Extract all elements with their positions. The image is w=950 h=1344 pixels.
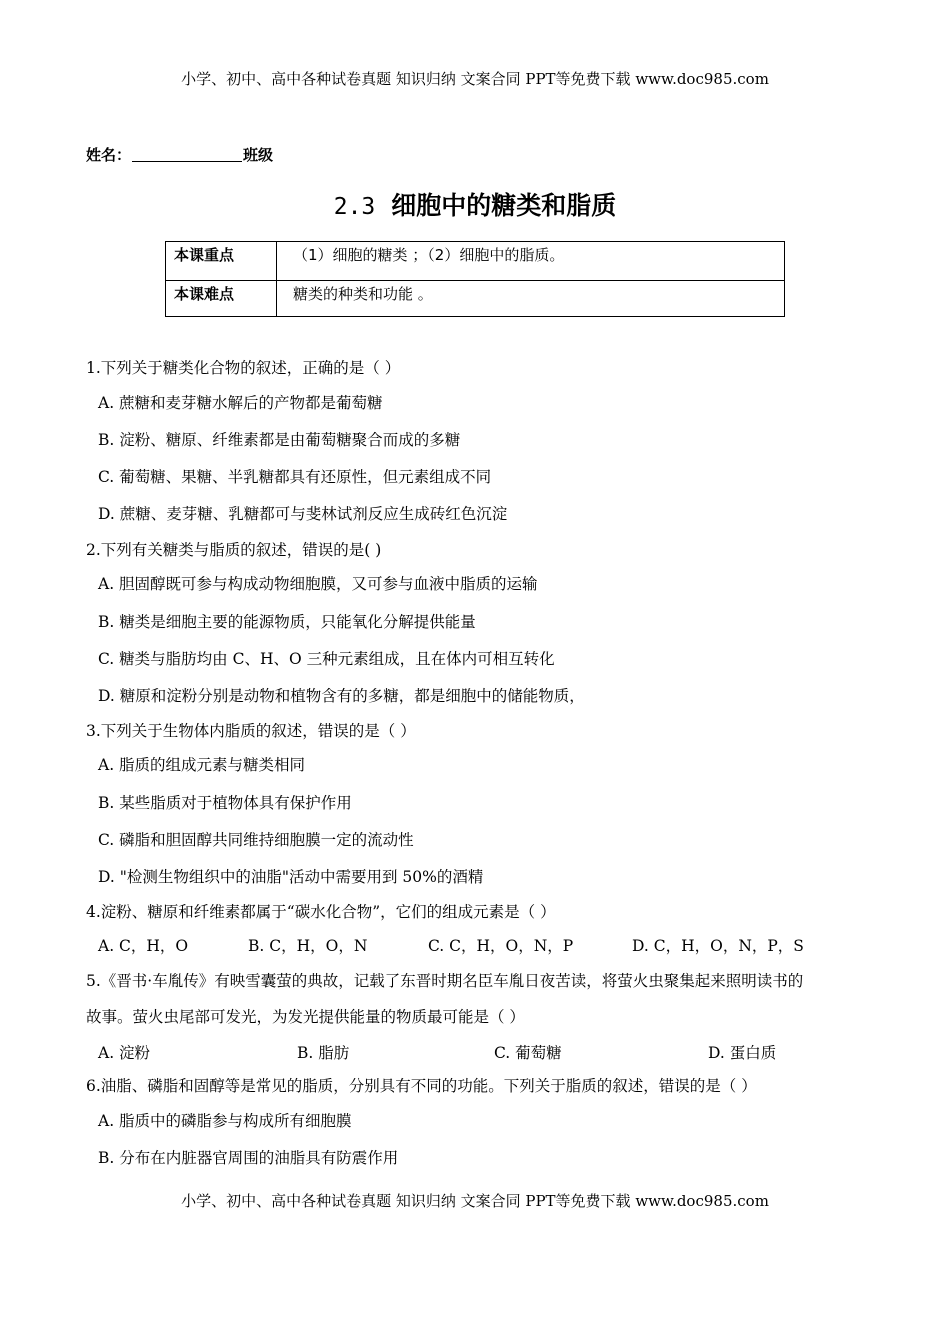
class-label: 班级	[243, 146, 274, 164]
question-2-option-a: A. 胆固醇既可参与构成动物细胞膜，又可参与血液中脂质的运输	[98, 575, 538, 593]
question-1-option-d: D. 蔗糖、麦芽糖、乳糖都可与斐林试剂反应生成砖红色沉淀	[98, 505, 508, 523]
question-5-option-c: C. 葡萄糖	[494, 1044, 562, 1062]
lesson-number: 2.3	[333, 194, 376, 220]
info-key: 本课重点	[166, 242, 277, 281]
question-5-option-d: D. 蛋白质	[708, 1044, 777, 1062]
question-5-stem: 5.《晋书·车胤传》有映雪囊萤的典故，记载了东晋时期名臣车胤日夜苦读，将萤火虫聚集起来照明读书的	[86, 972, 804, 990]
lesson-title	[0, 186, 950, 222]
question-4-option-b: B. C，H，O，N	[248, 937, 368, 955]
student-info-row	[86, 144, 273, 165]
question-6-option-b: B. 分布在内脏器官周围的油脂具有防震作用	[98, 1149, 399, 1167]
page-header: 小学、初中、高中各种试卷真题 知识归纳 文案合同 PPT等免费下载 www.doc985.com	[181, 70, 769, 88]
question-5-stem-continued: 故事。萤火虫尾部可发光，为发光提供能量的物质最可能是（ ）	[86, 1008, 525, 1026]
question-6-stem: 6.油脂、磷脂和固醇等是常见的脂质，分别具有不同的功能。下列关于脂质的叙述，错误的是（ ）	[86, 1077, 757, 1095]
name-label: 姓名：	[86, 146, 132, 164]
lesson-info-table	[165, 241, 785, 317]
lesson-title-text: 细胞中的糖类和脂质	[391, 191, 617, 220]
question-4-stem: 4.淀粉、糖原和纤维素都属于“碳水化合物”，它们的组成元素是（ ）	[86, 903, 556, 921]
question-6-option-a: A. 脂质中的磷脂参与构成所有细胞膜	[98, 1112, 352, 1130]
info-row-focus	[166, 242, 785, 281]
question-4-option-c: C. C，H，O，N，P	[428, 937, 574, 955]
question-2-stem: 2.下列有关糖类与脂质的叙述，错误的是( )	[86, 541, 382, 559]
page-footer: 小学、初中、高中各种试卷真题 知识归纳 文案合同 PPT等免费下载 www.doc985.com	[181, 1192, 769, 1210]
question-2-option-d: D. 糖原和淀粉分别是动物和植物含有的多糖，都是细胞中的储能物质，	[98, 687, 585, 705]
question-1-option-c: C. 葡萄糖、果糖、半乳糖都具有还原性，但元素组成不同	[98, 468, 492, 486]
info-value: （1）细胞的糖类 ；（2）细胞中的脂质。	[277, 242, 785, 281]
question-1-option-a: A. 蔗糖和麦芽糖水解后的产物都是葡萄糖	[98, 394, 383, 412]
question-3-option-c: C. 磷脂和胆固醇共同维持细胞膜一定的流动性	[98, 831, 414, 849]
name-blank[interactable]	[132, 147, 242, 162]
question-3-option-b: B. 某些脂质对于植物体具有保护作用	[98, 794, 352, 812]
question-2-option-b: B. 糖类是细胞主要的能源物质，只能氧化分解提供能量	[98, 613, 476, 631]
info-value: 糖类的种类和功能 。	[277, 281, 785, 317]
question-1-option-b: B. 淀粉、糖原、纤维素都是由葡萄糖聚合而成的多糖	[98, 431, 461, 449]
question-5-option-a: A. 淀粉	[98, 1044, 151, 1062]
question-4-option-d: D. C，H，O，N，P，S	[632, 937, 804, 955]
question-3-stem: 3.下列关于生物体内脂质的叙述，错误的是（ ）	[86, 722, 416, 740]
question-1-stem: 1.下列关于糖类化合物的叙述，正确的是（ ）	[86, 359, 401, 377]
question-3-option-d: D. "检测生物组织中的油脂"活动中需要用到 50%的酒精	[98, 868, 484, 886]
info-row-difficulty	[166, 281, 785, 317]
question-5-option-b: B. 脂肪	[297, 1044, 350, 1062]
info-key: 本课难点	[166, 281, 277, 317]
question-3-option-a: A. 脂质的组成元素与糖类相同	[98, 756, 306, 774]
question-2-option-c: C. 糖类与脂肪均由 C、H、O 三种元素组成，且在体内可相互转化	[98, 650, 555, 668]
question-4-option-a: A. C，H，O	[98, 937, 189, 955]
